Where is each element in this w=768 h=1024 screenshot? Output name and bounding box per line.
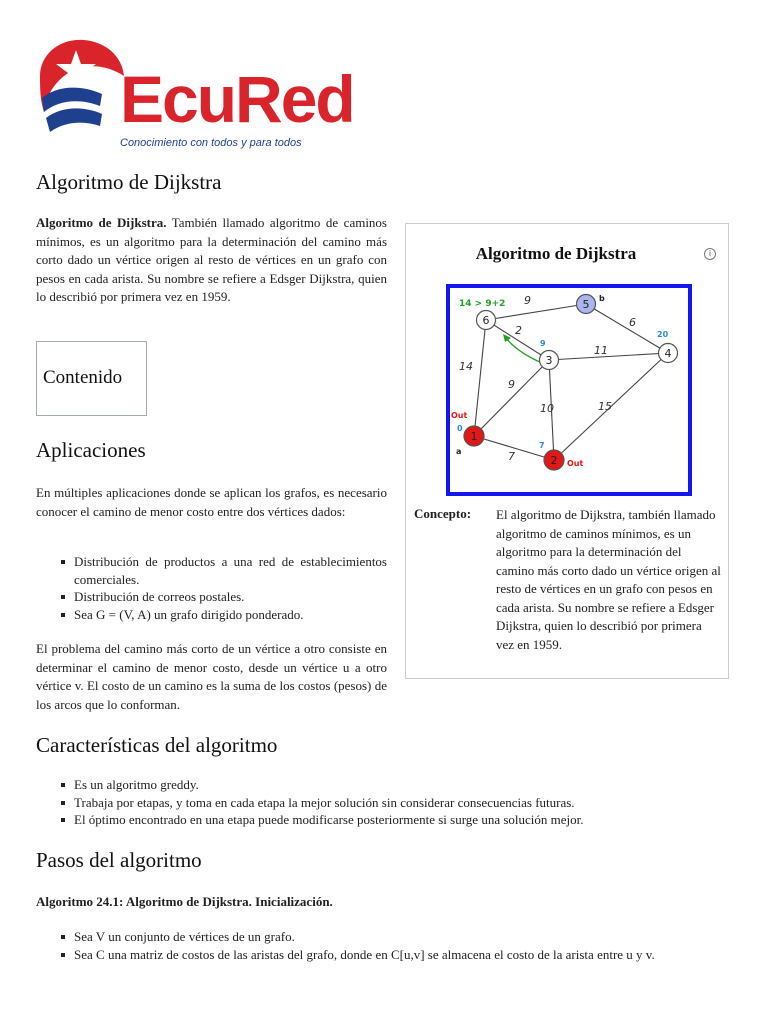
node-dist: 7 (539, 441, 545, 450)
node-dist: 9 (540, 339, 546, 348)
heading-caracteristicas: Características del algoritmo (36, 733, 278, 757)
concepto-label: Concepto: (414, 506, 472, 521)
heading-pasos: Pasos del algoritmo (36, 848, 202, 872)
list-item: Sea C una matriz de costos de las aristas del grafo, donde en C[u,v] se almacena el costo de la arista entre u y v. (74, 946, 768, 964)
intro-paragraph (36, 214, 387, 307)
list-item: Distribución de correos postales. (74, 588, 387, 606)
node-label: 2 (550, 454, 558, 467)
algorithm-label: Algoritmo 24.1: Algoritmo de Dijkstra. Inicialización. (36, 894, 333, 909)
node-label: 3 (545, 354, 553, 367)
node-dist: 20 (657, 330, 669, 339)
logo-tagline: Conocimiento con todos y para todos (120, 137, 302, 149)
heading-aplicaciones: Aplicaciones (36, 438, 146, 462)
node-status: Out (567, 459, 584, 468)
edge-weight: 15 (598, 400, 612, 413)
page-title: Algoritmo de Dijkstra (36, 170, 222, 194)
relax-annotation: 14 > 9+2 (459, 299, 506, 309)
edge-weight: 6 (629, 316, 636, 329)
node-letter: b (599, 294, 605, 303)
intro-text: También llamado algoritmo de caminos mínimos, es un algoritmo para la determinación del camino más corto dado un vértice origen al resto de vértices en un grafo con pesos en cada arista. Su nombre se refiere a Edsger Dijkstra, quien lo describió por primera vez en 1959. (36, 215, 387, 304)
concepto-text: El algoritmo de Dijkstra, también llamado algoritmo de caminos mínimos, es un algoritmo para la determinación del camino más corto dado un vértice origen al resto de vértices en un grafo con pesos en cada arista. Su nombre se refiere a Edsger Dijkstra, quien lo describió por primera vez en 1959. (496, 507, 721, 652)
list-item: Sea G = (V, A) un grafo dirigido ponderado. (74, 606, 387, 624)
node-dist: 0 (457, 424, 463, 433)
edge-weight: 9 (508, 378, 515, 391)
info-icon[interactable]: i (704, 248, 716, 260)
list-item: Es un algoritmo greddy. (74, 776, 732, 794)
edge-weight: 10 (540, 402, 554, 415)
aplicaciones-paragraph-2: El problema del camino más corto de un vértice a otro consiste en determinar el camino de menor costo, desde un vértice u a otro vértice v. El costo de un camino es la suma de los costos (pesos) de los arcos que lo conforman. (36, 641, 387, 712)
infobox-title: Algoritmo de Dijkstra (475, 244, 637, 263)
edge-weight: 9 (524, 294, 531, 307)
logo-wordmark: EcuRed (120, 62, 354, 136)
node-letter: a (456, 447, 462, 456)
node-label: 5 (582, 298, 590, 311)
edge-weight: 2 (515, 324, 522, 337)
dijkstra-graph-image (446, 284, 692, 496)
edge-weight: 14 (459, 360, 473, 373)
aplicaciones-list (36, 553, 387, 623)
node-label: 1 (470, 430, 478, 443)
toc-label: Contenido (43, 367, 123, 388)
edge-weight: 7 (508, 450, 515, 463)
node-label: 6 (482, 314, 490, 327)
list-item: Distribución de productos a una red de establecimientos comerciales. (74, 554, 387, 587)
logo-flag-icon (36, 36, 126, 146)
pasos-list (36, 928, 768, 963)
list-item: Sea V un conjunto de vértices de un grafo. (74, 928, 768, 946)
ecured-logo[interactable] (36, 36, 354, 156)
node-status: Out (451, 411, 468, 420)
aplicaciones-paragraph-1: En múltiples aplicaciones donde se aplican los grafos, es necesario conocer el camino de menor costo entre dos vértices dados: (36, 485, 387, 519)
intro-lead: Algoritmo de Dijkstra. (36, 215, 167, 230)
table-of-contents[interactable] (36, 341, 147, 416)
caracteristicas-list (36, 776, 732, 829)
list-item: El óptimo encontrado en una etapa puede modificarse posteriormente si surge una solución mejor. (74, 811, 732, 829)
edge-weight: 11 (594, 344, 608, 357)
list-item: Trabaja por etapas, y toma en cada etapa la mejor solución sin considerar consecuencias futuras. (74, 794, 732, 812)
node-label: 4 (664, 347, 672, 360)
infobox (405, 223, 729, 679)
